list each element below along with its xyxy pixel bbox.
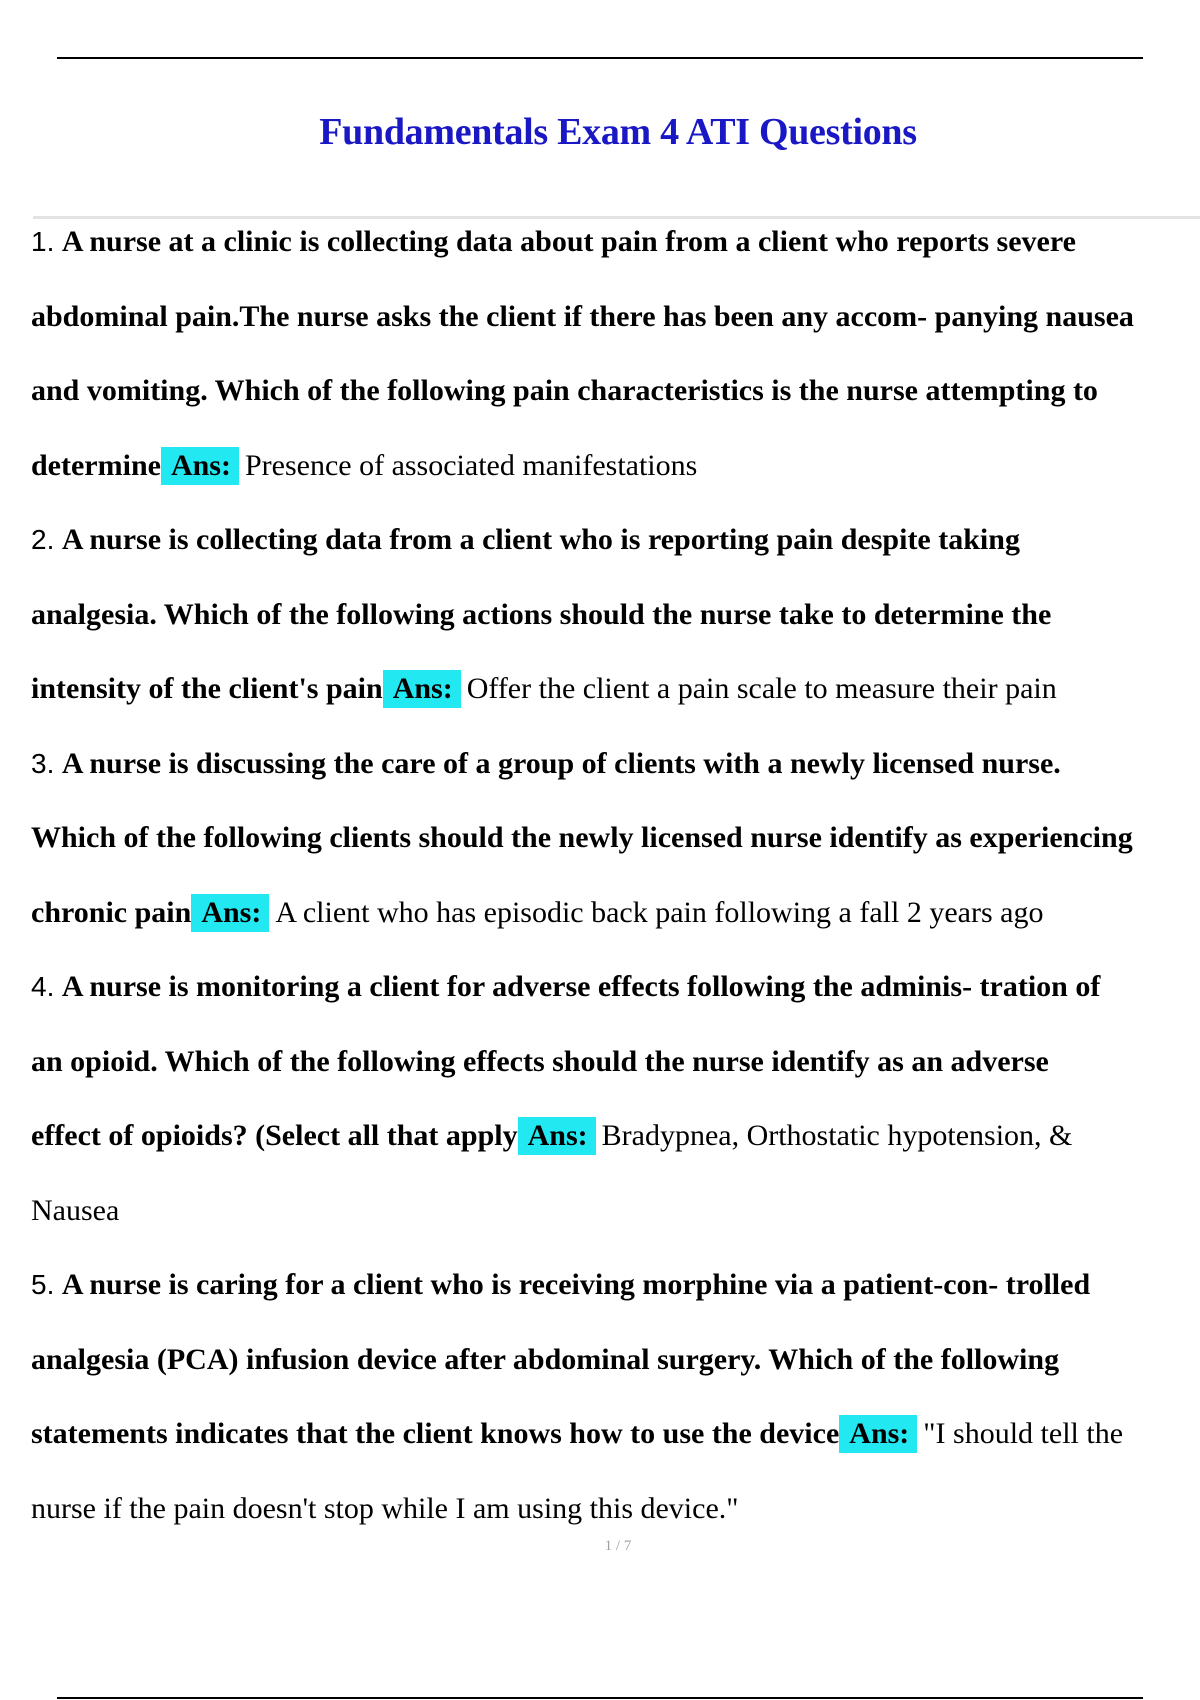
answer-text: Presence of associated manifestations <box>244 448 698 482</box>
question-text: an opioid. Which of the following effects should the nurse identify as an adverse <box>31 1044 1049 1078</box>
question-4 <box>31 950 1200 1248</box>
question-list <box>31 205 1200 1546</box>
question-2 <box>31 503 1200 727</box>
answer-text: Offer the client a pain scale to measure their pain <box>466 672 1057 705</box>
question-text: A nurse is caring for a client who is receiving morphine via a patient-con- trolled <box>61 1268 1091 1301</box>
question-number: 3. <box>31 747 55 779</box>
answer-text: "I should tell the <box>923 1417 1124 1450</box>
answer-label: Ans: <box>839 1415 917 1453</box>
question-number: 5. <box>31 1269 55 1300</box>
answer-text: Bradypnea, Orthostatic hypotension, & <box>601 1119 1073 1152</box>
question-text: A nurse at a clinic is collecting data about pain from a client who reports severe <box>61 225 1076 258</box>
question-text: analgesia. Which of the following actions should the nurse take to determine the <box>31 597 1052 631</box>
answer-label: Ans: <box>161 447 239 485</box>
answer-text-continued: Nausea <box>31 1193 120 1227</box>
question-number: 4. <box>31 971 55 1002</box>
question-5 <box>31 1248 1200 1546</box>
document-title: Fundamentals Exam 4 ATI Questions <box>319 111 917 153</box>
question-text: A nurse is monitoring a client for adverse effects following the adminis- tration of <box>61 970 1101 1003</box>
question-text: analgesia (PCA) infusion device after abdominal surgery. Which of the following <box>31 1342 1060 1376</box>
question-number: 1. <box>31 226 55 257</box>
question-number: 2. <box>31 524 55 555</box>
question-1 <box>31 205 1200 503</box>
answer-label: Ans: <box>518 1117 596 1155</box>
footer-rule <box>57 1697 1143 1699</box>
question-text: determine <box>31 448 161 482</box>
question-3 <box>31 727 1200 951</box>
question-text: statements indicates that the client knows how to use the device <box>31 1417 840 1450</box>
header-rule <box>57 57 1143 59</box>
question-text: Which of the following clients should the newly licensed nurse identify as experiencing <box>31 821 1133 854</box>
question-text: intensity of the client's pain <box>31 672 383 705</box>
answer-label: Ans: <box>383 670 461 708</box>
question-text: A nurse is discussing the care of a group of clients with a newly licensed nurse. <box>61 746 1061 780</box>
answer-text-continued: nurse if the pain doesn't stop while I am using this device." <box>31 1491 739 1525</box>
answer-label: Ans: <box>191 894 269 932</box>
page-number: 1 / 7 <box>604 1538 632 1554</box>
question-text: chronic pain <box>31 895 192 929</box>
question-text: effect of opioids? (Select all that apply <box>31 1119 518 1152</box>
question-text: and vomiting. Which of the following pain characteristics is the nurse attempting to <box>31 374 1098 407</box>
answer-text: A client who has episodic back pain following a fall 2 years ago <box>275 895 1044 929</box>
question-text: A nurse is collecting data from a client who is reporting pain despite taking <box>61 523 1020 556</box>
question-text: abdominal pain.The nurse asks the client if there has been any accom- panying nausea <box>31 299 1134 333</box>
